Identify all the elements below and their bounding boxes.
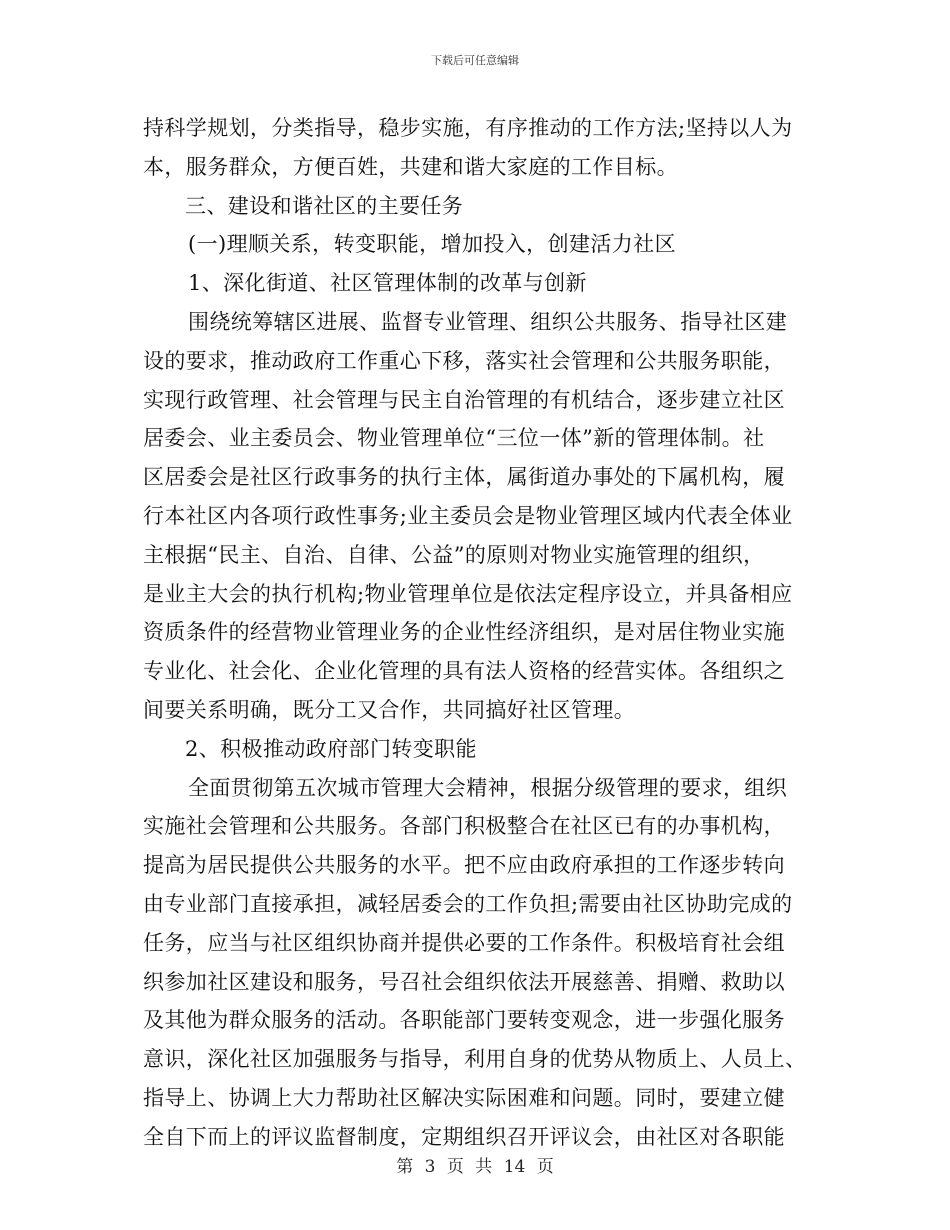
page-number-footer: 第 3 页 共 14 页 (396, 1157, 554, 1177)
text-line: 全面贯彻第五次城市管理大会精神，根据分级管理的要求，组织 (188, 775, 788, 800)
text-line: 1、深化街道、社区管理体制的改革与创新 (188, 271, 587, 296)
text-line: 实施社会管理和公共服务。各部门积极整合在社区已有的办事机构， (143, 814, 785, 839)
text-line: 由专业部门直接承担，减轻居委会的工作负担;需要由社区协助完成的 (143, 891, 793, 916)
document-body (143, 109, 805, 1157)
text-line: 主根据“民主、自治、自律、公益”的原则对物业实施管理的组织， (143, 542, 765, 567)
text-line: 设的要求，推动政府工作重心下移，落实社会管理和公共服务职能， (143, 348, 785, 373)
text-line: 持科学规划，分类指导，稳步实施，有序推动的工作方法;坚持以人为 (143, 116, 793, 140)
text-line: 居委会、业主委员会、物业管理单位“三位一体”新的管理体制。社 (143, 426, 765, 451)
text-line: 指导上、协调上大力帮助社区解决实际困难和问题。同时，要建立健 (143, 1085, 785, 1110)
text-line: 本，服务群众，方便百姓，共建和谐大家庭的工作目标。 (143, 154, 678, 179)
text-line: 行本社区内各项行政性事务;业主委员会是物业管理区域内代表全体业 (143, 503, 793, 528)
page-header: 下载后可任意编辑 (431, 54, 519, 67)
text-line: 2、积极推动政府部门转变职能 (185, 736, 477, 761)
text-line: 区居委会是社区行政事务的执行主体，属街道办事处的下属机构，履 (143, 465, 785, 490)
text-line: 意识，深化社区加强服务与指导，利用自身的优势从物质上、人员上、 (143, 1047, 807, 1072)
text-line: 间要关系明确，既分工又合作，共同搞好社区管理。 (143, 697, 636, 722)
text-line: 三、建设和谐社区的主要任务 (185, 193, 464, 218)
text-line: 全自下而上的评议监督制度，定期组织召开评议会，由社区对各职能 (143, 1124, 785, 1149)
text-line: (一)理顺关系，转变职能，增加投入，创建活力社区 (188, 232, 676, 257)
text-line: 专业化、社会化、企业化管理的具有法人资格的经营实体。各组织之 (143, 659, 785, 684)
text-line: 织参加社区建设和服务，号召社会组织依法开展慈善、捐赠、救助以 (143, 969, 785, 994)
text-line: 资质条件的经营物业管理业务的企业性经济组织，是对居住物业实施 (143, 620, 785, 645)
text-line: 及其他为群众服务的活动。各职能部门要转变观念，进一步强化服务 (143, 1008, 785, 1033)
text-line: 实现行政管理、社会管理与民主自治管理的有机结合，逐步建立社区 (143, 387, 785, 412)
text-line: 是业主大会的执行机构;物业管理单位是依法定程序设立，并具备相应 (143, 581, 793, 606)
text-line: 任务，应当与社区组织协商并提供必要的工作条件。积极培育社会组 (143, 930, 785, 955)
text-line: 围绕统筹辖区进展、监督专业管理、组织公共服务、指导社区建 (188, 309, 788, 334)
text-line: 提高为居民提供公共服务的水平。把不应由政府承担的工作逐步转向 (143, 853, 785, 878)
